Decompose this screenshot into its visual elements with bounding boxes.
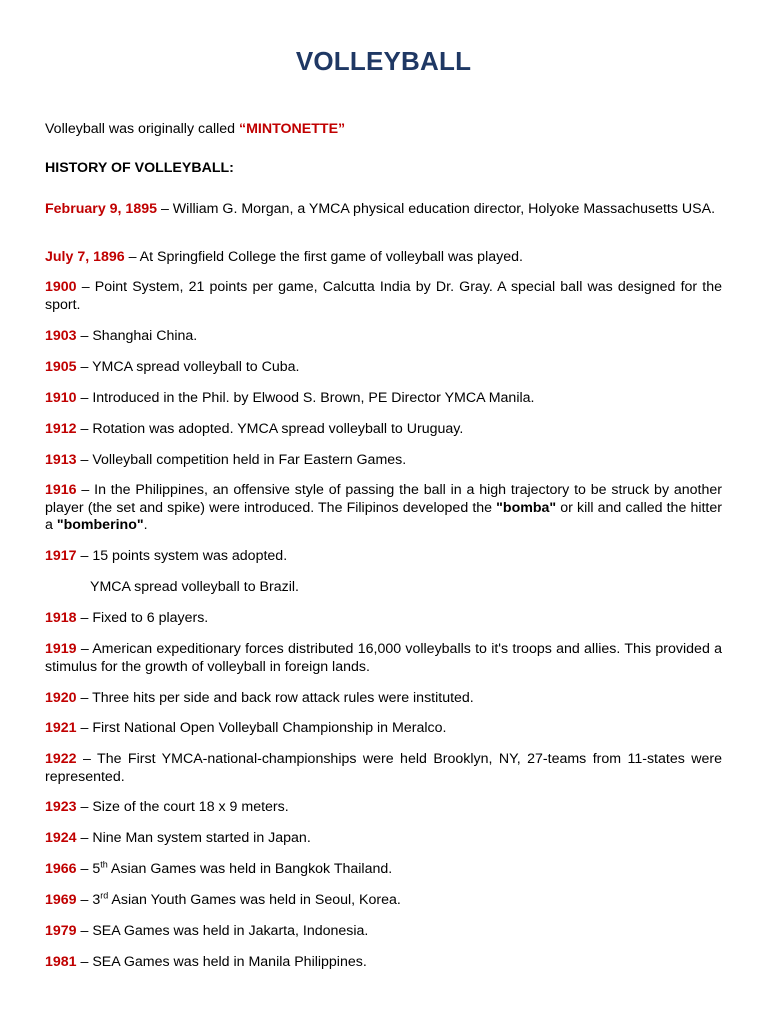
entry-date: 1918 [45,610,77,626]
entry-date: 1917 [45,548,77,564]
history-entry [45,861,722,879]
entry-text: – Point System, 21 points per game, Calcutta India by Dr. Gray. A special ball was designed for the sport. [45,279,722,313]
entry-date: 1922 [45,751,77,767]
entry-date: 1966 [45,861,77,877]
entry-date: 1916 [45,482,77,498]
history-entry [45,720,722,738]
entry-date: 1920 [45,690,77,706]
bomba-term: "bomba" [496,499,557,516]
history-entry [45,690,722,708]
history-entry [45,923,722,941]
entry-date: 1900 [45,279,77,295]
entry-text: or kill and called the hitter a [45,499,722,533]
page-title: VOLLEYBALL [295,46,472,76]
history-entry [45,641,722,676]
history-entry [45,201,722,219]
entry-text: – Fixed to 6 players. [76,610,209,626]
entry-text: – 5 [76,861,101,877]
entry-date: 1923 [45,799,77,815]
history-entry-continuation: YMCA spread volleyball to Brazil. [90,579,299,595]
entry-text: – Introduced in the Phil. by Elwood S. Brown, PE Director YMCA Manila. [76,390,535,406]
entry-text: – Three hits per side and back row attack rules were instituted. [76,690,474,706]
entry-text: . [143,517,148,533]
history-entry [45,954,722,972]
intro-text: Volleyball was originally called [45,121,239,137]
entry-text: – American expeditionary forces distributed 16,000 volleyballs to it's troops and allies. This provided a stimulus for the growth of volleyball in foreign lands. [45,641,722,675]
original-name: “MINTONETTE” [239,121,346,137]
entry-text: – Volleyball competition held in Far Eastern Games. [76,452,407,468]
entry-text: – 15 points system was adopted. [76,548,288,564]
history-entry [45,421,722,439]
history-entry [45,359,722,377]
entry-date: February 9, 1895 [45,201,157,217]
entry-date: July 7, 1896 [45,249,125,265]
bomberino-term: "bomberino" [56,517,144,533]
history-entry [45,610,722,628]
entry-text: – In the Philippines, an offensive style of passing the ball in a high trajectory to be struck by another player (the set and spike) were introduced. The Filipinos developed the [45,482,722,516]
entry-date: 1913 [45,452,77,468]
entry-date: 1921 [45,720,77,736]
entry-date: 1981 [45,954,77,970]
entry-text: – Nine Man system started in Japan. [76,830,311,846]
entry-text: – Size of the court 18 x 9 meters. [76,799,289,815]
ordinal-suffix: th [100,859,108,870]
history-entry [45,249,722,267]
entry-text: – SEA Games was held in Manila Philippines. [76,954,367,970]
history-entry [45,799,722,817]
entry-date: 1969 [45,892,77,908]
entry-date: 1924 [45,830,77,846]
entry-text: – 3 [76,892,101,908]
ordinal-suffix: rd [100,890,109,901]
history-entry [45,452,722,470]
entry-date: 1905 [45,359,77,375]
entry-text: – YMCA spread volleyball to Cuba. [76,359,300,375]
entry-text: – First National Open Volleyball Championship in Meralco. [76,720,447,736]
entry-text: Asian Games was held in Bangkok Thailand. [107,861,393,877]
entry-date: 1912 [45,421,77,437]
history-entry [45,482,722,535]
entry-text: – At Springfield College the first game of volleyball was played. [124,249,523,265]
history-heading: HISTORY OF VOLLEYBALL: [45,160,234,176]
history-entry [45,830,722,848]
history-entry [45,892,722,910]
entry-text: – The First YMCA-national-championships were held Brooklyn, NY, 27-teams from 11-states were represented. [45,751,722,785]
intro-line [45,121,722,139]
entry-date: 1910 [45,390,77,406]
history-entry [45,548,722,566]
entry-text: – Rotation was adopted. YMCA spread volleyball to Uruguay. [76,421,464,437]
history-entry [45,279,722,314]
entry-text: – SEA Games was held in Jakarta, Indonesia. [76,923,369,939]
entry-text: Asian Youth Games was held in Seoul, Korea. [108,892,401,908]
history-entry [45,751,722,786]
entry-text: – William G. Morgan, a YMCA physical education director, Holyoke Massachusetts USA. [157,201,716,217]
entry-date: 1919 [45,641,77,657]
entry-text: – Shanghai China. [76,328,198,344]
entry-date: 1903 [45,328,77,344]
history-entry [45,390,722,408]
entry-date: 1979 [45,923,77,939]
history-entry [45,328,722,346]
